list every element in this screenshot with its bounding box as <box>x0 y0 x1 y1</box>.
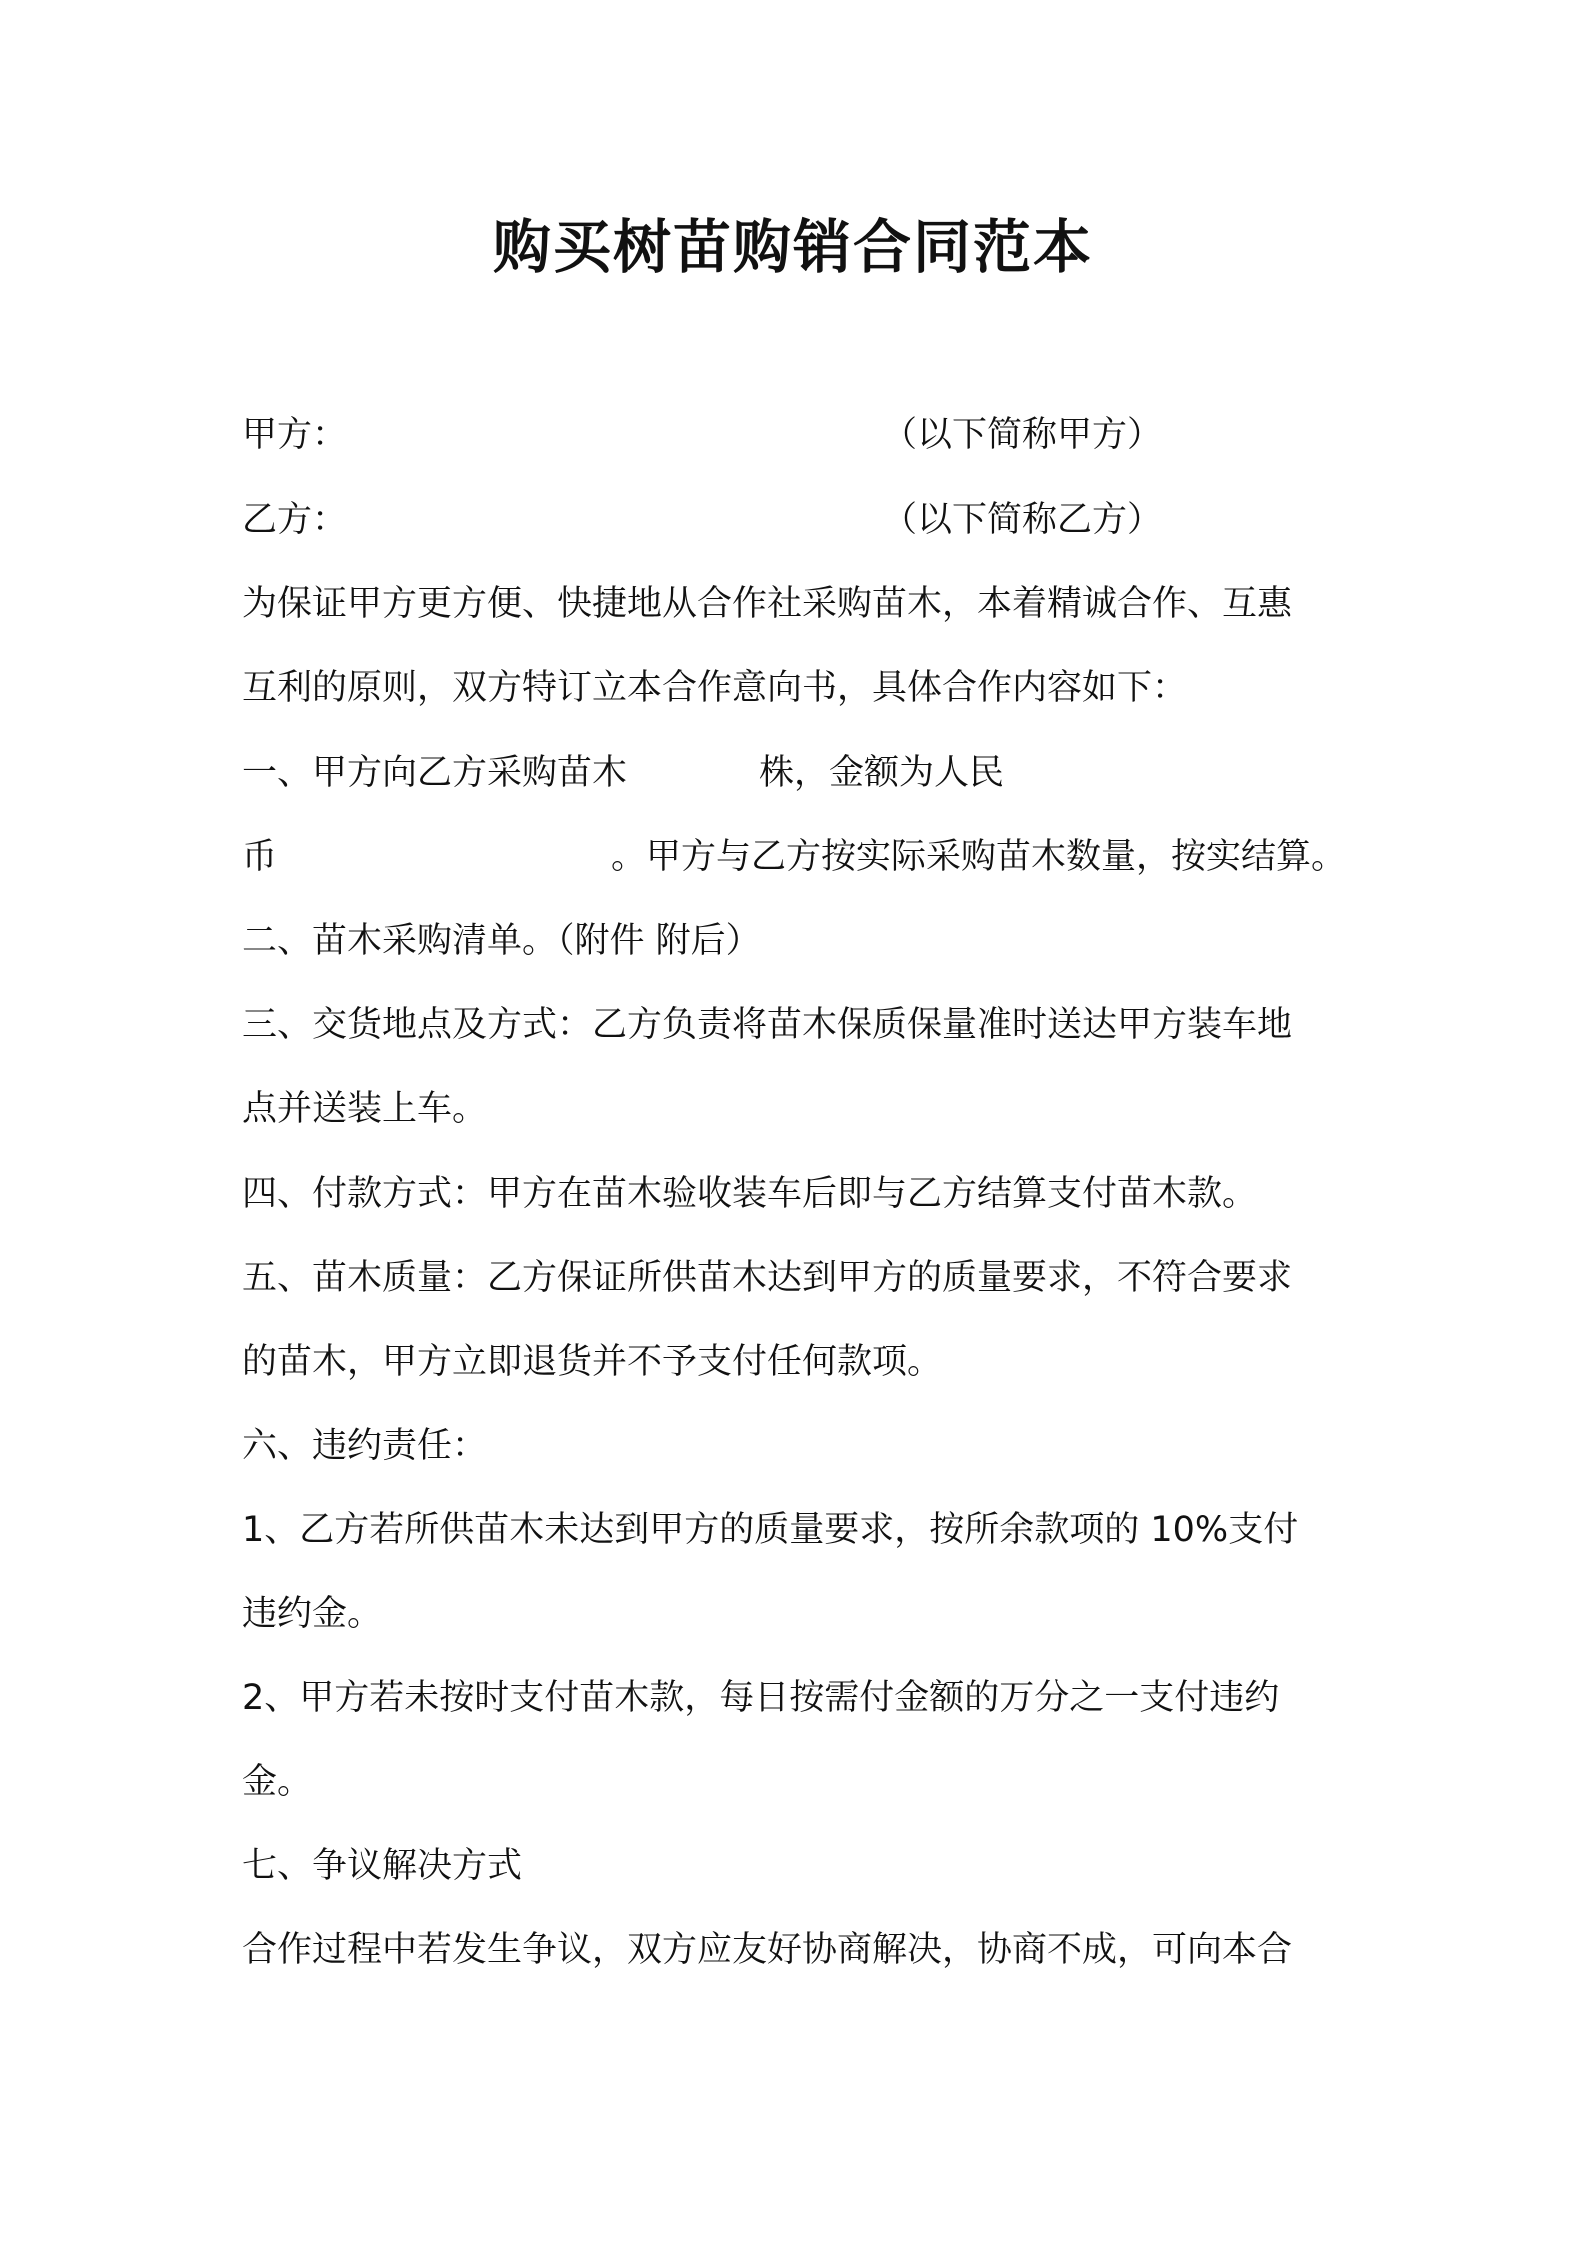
clause-1-line-2 <box>242 829 1346 885</box>
party-a-label: 甲方： <box>242 415 348 455</box>
clause-3-line-2: 点并送装上车。 <box>242 1089 488 1129</box>
clause-3-line-1: 三、交货地点及方式：乙方负责将苗木保质保量准时送达甲方装车地 <box>242 1005 1293 1045</box>
clause-6-item-2-line-2: 金。 <box>242 1762 313 1802</box>
party-a-note: （以下简称甲方） <box>882 415 1163 455</box>
party-b-line <box>242 492 1163 548</box>
clause-1-part-4: 。甲方与乙方按实际采购苗木数量，按实结算。 <box>611 837 1347 877</box>
intro-line-2: 互利的原则，双方特订立本合作意向书，具体合作内容如下： <box>242 668 1188 708</box>
intro-line-1: 为保证甲方更方便、快捷地从合作社采购苗木，本着精诚合作、互惠 <box>242 584 1293 624</box>
clause-1-part-3: 币 <box>242 837 278 877</box>
party-b-note: （以下简称乙方） <box>882 500 1163 540</box>
clause-6-item-2-line-1: 2、甲方若未按时支付苗木款，每日按需付金额的万分之一支付违约 <box>242 1678 1280 1718</box>
clause-1-part-1: 一、甲方向乙方采购苗木 <box>242 753 628 793</box>
clause-6-item-1-line-1: 1、乙方若所供苗木未达到甲方的质量要求，按所余款项的 10%支付 <box>242 1510 1299 1550</box>
clause-6-heading: 六、违约责任： <box>242 1426 488 1466</box>
clause-1-part-2: 株，金额为人民 <box>759 753 1005 793</box>
clause-7-line-1: 合作过程中若发生争议，双方应友好协商解决，协商不成，可向本合 <box>242 1930 1293 1970</box>
clause-5-line-2: 的苗木，甲方立即退货并不予支付任何款项。 <box>242 1342 943 1382</box>
clause-7-heading: 七、争议解决方式 <box>242 1846 523 1886</box>
party-b-label: 乙方： <box>242 500 348 540</box>
party-a-line <box>242 407 1163 463</box>
clause-4: 四、付款方式：甲方在苗木验收装车后即与乙方结算支付苗木款。 <box>242 1174 1258 1214</box>
clause-2: 二、苗木采购清单。（附件 附后） <box>242 921 761 961</box>
clause-5-line-1: 五、苗木质量：乙方保证所供苗木达到甲方的质量要求，不符合要求 <box>242 1258 1293 1298</box>
clause-6-item-1-line-2: 违约金。 <box>242 1594 383 1634</box>
document-title: 购买树苗购销合同范本 <box>492 213 1093 281</box>
clause-1-line-1 <box>242 745 1004 801</box>
